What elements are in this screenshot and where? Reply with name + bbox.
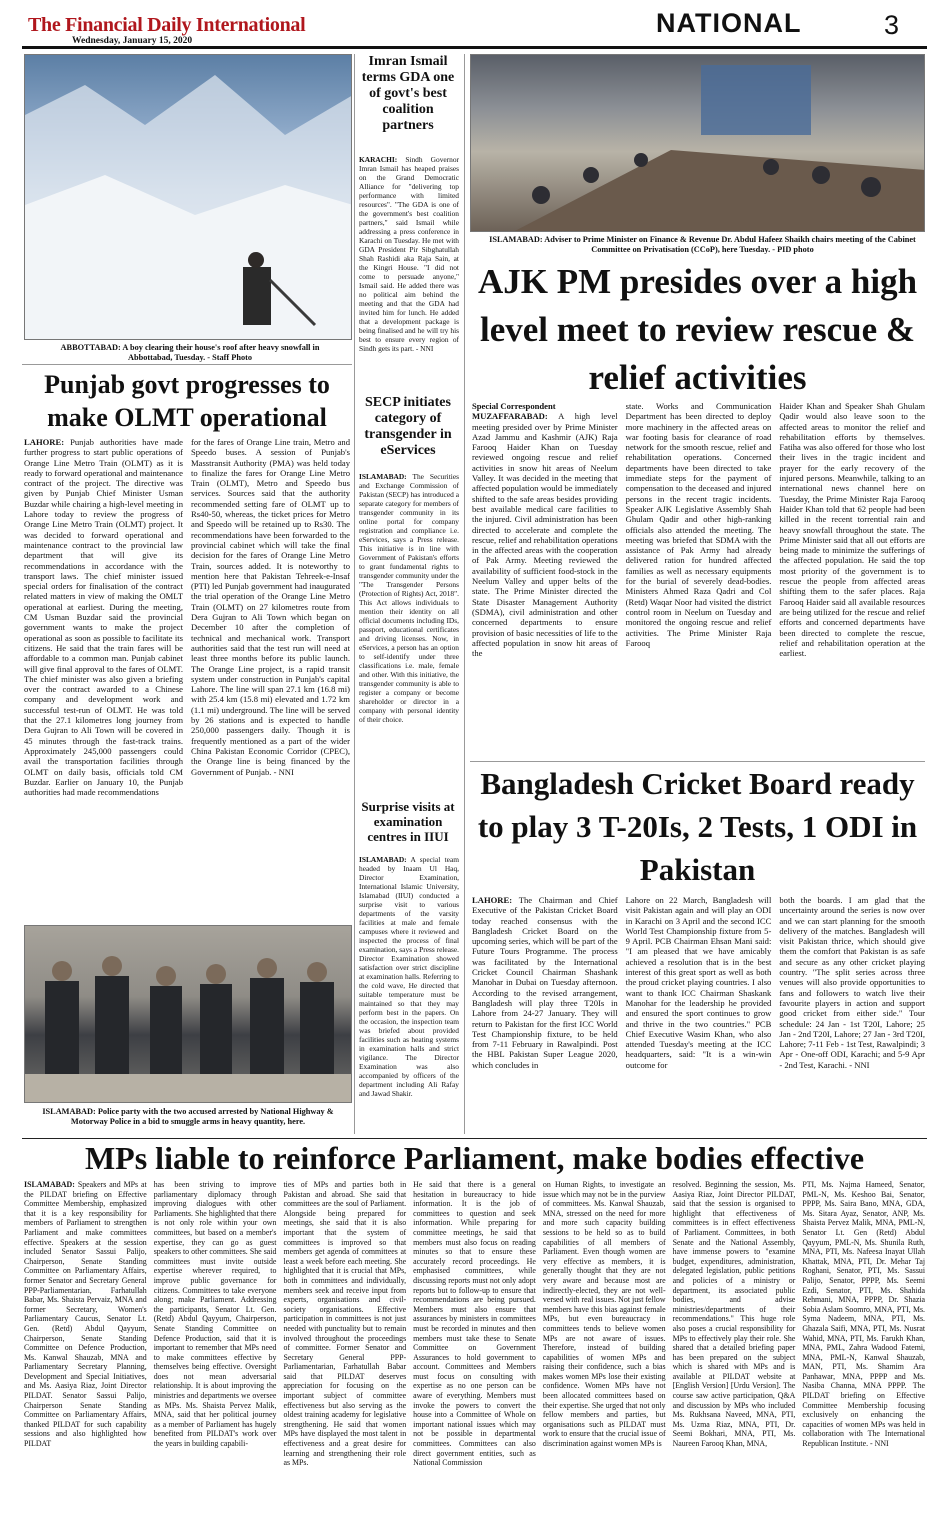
mps-text-4: He said that there is a general hesitation in bureaucracy to hide information. It is the job of committees to question and seek information. While preparing for committee meetings, he said that members must also focus on reading minutes so that to ensure these accurately record proceedings. He emphasised committees, while discussing reports must not only adopt reports but to follow-up to ensure that recommendations are being pursued. Members must also ensure that assurances by ministers in committees must be recorded in minutes and then members must take these to Senate Committee on Government Assurances to hold government to account. Committees and Members must focus on consulting with expertise as no one person can be aware of everything. Members must invoke the powers to convert the house into a Committee of Whole on important national issues which may not be possible in departmental committees. Committees can also direct government entities, such as National Commission: [413, 1180, 536, 1468]
olmt-text-2: for the fares of Orange Line train, Metro and Speedo buses. A session of Punjab's Masstransit Authority (PMA) was held today to finalize the fares for Orange Line Metro Train (OLMT), Metro and Speedo bus services. Sources said that the authority recommended setting fare of OLMT up to Rs40-50, whereas, the ticket prices for Metro and Speedo will be retained up to Rs30. The recommendations have been forwarded to the provincial cabinet which will take the final decision for the fares of Orange Line Metro Train, sources added. It is noteworthy to mention here that Pakistan Tehreek-e-Insaf (PTI) led Punjab government had inaugurated the trial operation of the Orange Line Metro Train (OLMT) on 27 kilometres route from Dera Gujran to Ali Town which began on December 10 after the completion of technical and mechanical work. Transport authorities said that the test run will need at least three months before its public launch. The Orange Line project, is a rapid transit system under construction in Punjab's capital Lahore. The line will span 27.1 km (16.8 mi) with 25.4 km (15.8 mi) elevated and 1.72 km (1.1 mi) underground. The line will be served by 26 stations and is expected to handle 250,000 passengers daily. Though it is frequently mentioned as a part of the wider China Pakistan Economic Corridor (CPEC), the Orange line is being financed by the Government of Punjab. - NNI: [191, 437, 350, 777]
mps-text-6: resolved. Beginning the session, Ms. Aasiya Riaz, Joint Director PILDAT, said that the session is organised to highlight that effectiveness of committees is in effect effectiveness of Parliament. Committees, in both Senate and the National Assembly, have immense powers to "examine budget, expenditures, administration, delegated legislation, public petitions and policies of a ministry or department, its associated public bodies, and advise ministries/departments of their recommendations." This huge role also poses a crucial responsibility for MPs to effectively play their role. She shared that a detailed briefing paper has been prepared on the subject which is shared with MPs and is available at PILDAT website at [English Version] [Urdu Version]. The course saw active participation, Q&A and discussion by MPs who included Ms. Rukhsana Naveed, MNA, PTI, Ms. Uzma Riaz, MNA, PTI, Dr. Seemi Bokhari, MNA, PTI, Ms. Naureen Farooq Khan, MNA,: [672, 1180, 796, 1449]
ajk-headline: AJK PM presides over a high level meet to review rescue & relief activities: [477, 262, 918, 397]
mps-body: [24, 1180, 925, 1524]
section-name: NATIONAL: [656, 8, 802, 38]
secp-text: The Securities and Exchange Commission of Pakistan (SECP) has introduced a separate category for members of transgender community in its online portal for company registration and compliance i.e. eServices, says a Press release. This initiative is in line with Government of Pakistan's efforts to grant fundamental rights to transgender community under the "The Transgender Persons (Protection of Rights) Act, 2018". This Act allows individuals to mention their identity on all official documents including IDs, passport, educational certificates and driving licenses. Now, in eServices, a person has an option to self-identify under three classifications i.e. male, female and other. With this initiative, the transgender community is able to register a company or become shareholder or director in a company with personal identity of their choice.: [359, 472, 459, 724]
mps-col-2: [154, 1180, 277, 1524]
police-photo: [24, 925, 352, 1103]
mps-col-7: [802, 1180, 925, 1524]
ajk-col-2: [626, 401, 772, 759]
column-rule-left: [354, 54, 355, 1134]
bcb-headline: Bangladesh Cricket Board ready to play 3 T-20Is, 2 Tests, 1 ODI in Pakistan: [477, 766, 918, 887]
page-number: 3: [884, 10, 900, 40]
mps-col-4: [413, 1180, 536, 1524]
ajk-col-1: [472, 401, 618, 759]
column-rule-right: [464, 54, 465, 1134]
iiui-text: A special team headed by Inaam Ul Haq, Director Examination, International Islamic University, Islamabad (IIUI) conducted a surprise visit to various departments of the varsity facilities at male and female campuses where it reviewed and inspected the process of final examination, says a Press release. Director Examination showed satisfaction over strict discipline at examination halls. Referring to the cold wave, He directed that suitable temperature must be maintained so that they may perform best in the papers. On the occasion, the inspection team was briefed about provided facilities such as heating systems in examination halls and strict vigilance. The Director Examination was also accompanied by officers of the department including Ali Rafay and Jawad Shakir.: [359, 855, 459, 1098]
mps-col-5: [543, 1180, 666, 1524]
olmt-text-1: Punjab authorities have made further progress to start public operations of Orange Line Metro Train (OLMT) as it is ready to forward operational and maintenance contract of the project. The directive was given by Punjab Chief Minister Usman Buzdar while chairing a high-level meeting in Lahore today to review the progress of Orange Line Metro Train (OLMT) project. It was decided to forward operational and maintenance contract to the provincial law department that will give its recommendations in accordance with the transport laws. The chief minister issued special orders for finalisation of the contract related matters in view of making the OMLT operational at earliest. During the meeting, CM Usman Buzdar said the provincial government wants to make the project operational as soon as possible to facilitate its citizens. He said that the train fares will be affordable to a common man. Punjab cabinet will give final approval to the fares of OLMT. The chief minister was also given a briefing over the contract awarded to a Chinese company and development work and successful test-run of OLMT. He was told that the 27.1 kilometres long journey from Dera Gujran to Ali Town will be covered in 45 minutes through the fast-track trains. Approximately 245,000 passengers could avail the transportation facilities through OLMT on daily basis, officials told CM Buzdar. Earlier on January 10, the Punjab authorities had made recommendations: [24, 437, 183, 798]
mps-dateline: ISLAMABAD:: [24, 1180, 75, 1189]
bcb-col-3: [779, 895, 925, 1135]
bcb-text-2: Lahore on 22 March, Bangladesh will visit Pakistan again and will play an ODI in Karachi on 3 April and the second ICC World Test Championship fixture from 5-9 April. PCB Chairman Ehsan Mani said: "I am pleased that we have amicably achieved a resolution that is in the best interest of this great sport as well as both the proud cricket playing countries. I also want to thank ICC Chairman Shaskank Manohar for the leadership he provided and ensured the sport continues to grow and thrive in the two countries." PCB Chief Executive Wasim Khan, who also attended Tuesday's meeting at the ICC headquarters, said: "It is a win-win outcome for: [625, 895, 772, 1070]
bcb-col-1: [472, 895, 618, 1135]
snow-photo: [24, 54, 352, 340]
ajk-byline: Special Correspondent: [472, 401, 556, 411]
mps-col-6: [673, 1180, 796, 1524]
olmt-body: [24, 437, 350, 919]
masthead: [28, 14, 318, 47]
mps-col-3: [283, 1180, 406, 1524]
olmt-dateline: LAHORE:: [24, 437, 65, 447]
mps-headline: MPs liable to reinforce Parliament, make bodies effective: [84, 1140, 865, 1176]
secp-dateline: ISLAMABAD:: [359, 472, 407, 481]
secp-headline: SECP initiates category of transgender in eServices: [364, 395, 452, 459]
newspaper-title: The Financial Daily International: [28, 14, 306, 36]
ajk-dateline: MUZAFFARABAD:: [472, 411, 548, 422]
bcb-col-2: [626, 895, 772, 1135]
olmt-headline: Punjab govt progresses to make OLMT operational: [44, 370, 330, 432]
issue-date: Wednesday, January 15, 2020: [72, 36, 193, 46]
meeting-scene-image: [471, 55, 925, 232]
mps-text-5: on Human Rights, to investigate an issue which may not be in the purview of committees. Ms. Kanwal Shauzab, MNA, stressed on the need for more and more such capacity building sessions to be held so as to build capabilities of all members of Parliament. Even though women are very effective as members, it is generally thought that they are not very aware and because most are indirectly-elected, they are not well-versed with real issues. Not just fellow members have this bias against female MPs, but even bureaucracy in committees tends to believe women MPs are not aware of issues. Therefore, instead of building capabilities of women MPs and raising their confidence, such a bias makes women MPs lose their existing confidence. Women MPs have not been allocated committees based on their expertise. She urged that not only fellow members and parties, but organisations such as PILDAT must work to ensure that the crucial issue of discrimination against women MPs is: [542, 1180, 666, 1449]
bcb-body: [472, 895, 925, 1135]
secp-body: [359, 472, 459, 794]
ajk-col-3: [779, 401, 925, 759]
mps-top-rule: [22, 1138, 927, 1139]
mps-text-2: has been striving to improve parliamentary diplomacy through improving dialogues with other Parliaments. She highlighted that there is not only role within your own committees, but based on a member's expertise, they can go as guest speakers to other committees. She said committees must invite outside expertise wherever required, to improve public governance for citizens. Committees to take everyone along; make Parliament. Addressing the participants, Senator Lt. Gen. (Retd) Abdul Qayyum, Chairperson, Senate Standing Committee on Defence Production, said that it is important to remember that MPs need to make committees effective by themselves being effective. Oversight does not mean adversarial relationship. It is about improving the ministries and departments we oversee as MPs. Ms. Shaista Pervez Malik, MNA, said that her political journey as a member of Parliament has hugely benefited from PILDAT's work over the years in building capabili-: [153, 1180, 277, 1449]
snow-photo-caption: ABBOTTABAD: A boy clearing their house's roof after heavy snowfall in Abbottabad, Tuesday. - Staff Photo: [60, 343, 320, 362]
bcb-text-3: both the boards. I am glad that the uncertainty around the series is now over and we can start planning for the smooth delivery of the matches. Bangladesh will visit Pakistan thrice, which should give them the comfort that Pakistan is as safe and secure as any other cricket playing country. "The split series across three venues will also provide opportunities to fans and followers to watch live their favourite players in action and support good cricket from either side." Tour schedule: 24 Jan - 1st T20I, Lahore; 25 Jan - 2nd T20I, Lahore; 27 Jan - 3rd T20I, Lahore; 7-11 Feb - 1st Test, Rawalpindi; 3 Apr - One-off ODI, Karachi; and 5-9 Apr - 2nd Test, Karachi. - NNI: [779, 895, 925, 1070]
gda-text: Sindh Governor Imran Ismail has heaped praises on the Grand Democratic Alliance for "delivering top performance with limited resources". "The GDA is one of the government's best coalition partners," said Ismail while addressing a press conference in Karachi on Tuesday. He met with GDA President Pir Sibghatullah Shah Rashidi aka Raja Sain, at the Kingri House. "I did not come to persuade anyone," Ismail said. He added there was no political aim behind the meeting and that the GDA had invited him for lunch. He added that a development package is being finalised and he will try his best to ensure every region of Sindh gets its part. - NNI: [359, 155, 459, 353]
iiui-body: [359, 855, 459, 1137]
mps-text-1: Speakers and MPs at the PILDAT briefing on Effective Committee Membership, emphasized that it is a key responsibility for members of Parliament to strengthen Parliament and make committees effective. Speakers at the session included Senator Sassui Palijo, Chairperson, Senate Standing Committee on Parliamentary Affairs, former Senator and Secretary General PPP-Parliamentarian, Farhatullah Babar, Ms. Shaista Pervaiz, MNA and former Secretary, Women's Parliamentary Caucus, Senator Lt. Gen. (Retd) Abdul Qayyum, Chairperson, Senate Standing Committee on Defence Production, Ms. Kanwal Shauzab, MNA and Parliamentary Secretary Planning, Development and Special Initiatives, and Ms. Aasiya Riaz, Joint Director PILDAT. Senator Sassui Palijo, Chairperson Senate Standing Committee on Parliamentary Affairs, thanked PILDAT for such capability sessions and also highlighted how PILDAT: [24, 1180, 147, 1449]
masthead-rule: [22, 46, 927, 49]
olmt-top-rule: [22, 364, 352, 365]
bcb-dateline: LAHORE:: [472, 895, 513, 905]
ajk-text-2: state. Works and Communication Department has been directed to deploy more machinery in the affected areas on war footing basis for clearance of road network for the smooth rescue, relief and rehabilitation operations. Concerned departments have been directed to take immediate steps for the payment of compensation to the deceased and injured persons in the recent tragic incidents. Speaker AJK Legislative Assembly Shah Ghulam Qadir and other high-ranking officials also attended the meeting. The meeting was briefed that SDMA with the assistance of Pak Army had already delivered ration for hundred affected families as well as necessary equipments for the burial of severely dead-bodies. Ministers Ahmed Raza Qadri and Col (Retd) Waqar Noor had visited the district control room in Neelum on Tuesday and monitored the ongoing rescue and relief activities. The Prime Minister Raja Farooq: [625, 401, 772, 648]
ajk-text-1: A high level meeting presided over by Prime Minister Azad Jammu and Kashmir (AJK) Raja Farooq Haider Khan on Tuesday reviewed ongoing rescue and relief activities in snow hit areas of Neelum Valley. It was decided in the meeting that affected population would be immediately shifted to the safe areas besides providing best available medical care facilities to the injured. Civil administration has been directed to accelerate and complete the rescue, relief and rehabilitation operations in the affected areas with the cooperation of Pak Army. Meeting reviewed the availability of sufficient food-stock in the Neelum Valley and upper belts of the state. The Prime Minister directed the State Disaster Management Authority (SDMA), civil administration and other concerned departments to ensure provision of basic necessities of life to the affected population in snow hit areas of the: [472, 411, 618, 659]
bcb-top-rule: [470, 761, 925, 762]
mps-text-3: ties of MPs and parties both in Pakistan and abroad. She said that committees are the soul of Parliament. Alongside being prepared for meetings, she said that it is also important that the system of committees is improved so that members get agenda of committees at least a week before each meeting. She highlighted that it is crucial that MPs, both in committees and individually, members seek and receive input from experts, organisations and civil-society organisations. Effective participation in committees is not just needed with punctuality but to remain involved throughout the proceedings of committee. Former Senator and Secretary General PPP-Parliamentarian, Farhatullah Babar said that PILDAT deserves appreciation for focusing on the important subject of committee effectiveness but also serving as the oldest training academy for legislative strengthening. He said that women MPs have displayed the most talent in effectiveness and a great desire for learning and strengthening their role as MPs.: [283, 1180, 407, 1468]
ajk-body: [472, 401, 925, 759]
olmt-col-2: [191, 437, 350, 919]
iiui-headline: Surprise visits at examination centres in IIUI: [361, 799, 455, 844]
mps-text-7: PTI, Ms. Najma Hameed, Senator, PML-N, Ms. Keshoo Bai, Senator, PPPP, Ms. Saira Bano, MNA, GDA, Ms. Sitara Ayaz, Senator, ANP, Ms. Shaista Pervez Malik, MNA, PML-N, Senator Lt. Gen (Retd) Abdul Qayyum, PML-N, Ms. Shunila Ruth, MNA, PTI, Ms. Nafeesa Inayat Ullah Khattak, MNA, PTI, Dr. Mehar Taj Roghani, Senator, PTI, Ms. Sassui Palijo, Senator, PPPP, Ms. Seemi Ezdi, Senator, PTI, Ms. Shahida Rehmani, MNA, PPPP, Dr. Shazia Sobia Aslam Soomro, MNA, PTI, Ms. Syma Nadeem, MNA, PTI, Ms. Ghazala Saifi, MNA, PTI, Ms. Nusrat Wahid, MNA, PTI, Ms. Farukh Khan, MNA, PML, Zahra Wadood Fatemi, MNA, PML-N, Kanwal Shauzab, MAN, PTI, Ms. Shamim Ara Panhawar, MNA, PPPP and Ms. Nasiba Channa, MNA PPPP. The PILDAT briefing on Effective Committee Membership focusing exclusively on enhancing the capacities of women MPs was held in collaboration with The International Republican Institute. - NNI: [802, 1180, 925, 1449]
police-photo-caption: ISLAMABAD: Police party with the two accused arrested by National Highway & Motorway Police in a bid to smuggle arms in heavy quantity, here.: [42, 1107, 334, 1126]
gda-body: [359, 155, 459, 387]
police-scene-image: [25, 926, 352, 1103]
mps-col-1: [24, 1180, 147, 1524]
gda-dateline: KARACHI:: [359, 155, 398, 164]
olmt-col-1: [24, 437, 183, 919]
ajk-text-3: Haider Khan and Speaker Shah Ghulam Qadir would also leave soon to the affected areas to monitor the relief and rehabilitation efforts by themselves. Fatiha was also offered for those who lost their lives in the tragic incident and prayer for the early recovery of the injured persons. Meanwhile, talking to an international news channel here on Tuesday, the Prime Minister Raja Farooq Haider Khan told that 62 people had been killed in the recent torrential rain and heavy snowfall throughout the state. The Prime Minister said that all out efforts are being made to minimize the sufferings of the affected population. He said the top most priority of the government is to rescue the people from affected areas shifting them to the safer places. Raja Farooq Haider said all available resources are being utilized for the rescue and relief efforts and concerned departments have been directed to complete the rescue, relief and rehabilitation operation at the earliest.: [779, 401, 925, 659]
gda-headline: Imran Ismail terms GDA one of govt's best coalition partners: [361, 54, 455, 134]
meeting-photo: [470, 54, 925, 232]
meeting-photo-caption: ISLAMABAD: Adviser to Prime Minister on Finance & Revenue Dr. Abdul Hafeez Shaikh chairs meeting of the Cabinet Committee on Privatisation (CCoP), here Tuesday. - PID photo: [489, 235, 916, 254]
snow-scene-image: [25, 55, 352, 340]
iiui-dateline: ISLAMABAD:: [359, 855, 407, 864]
bcb-text-1: The Chairman and Chief Executive of the Pakistan Cricket Board today reached consensus with the Bangladesh Cricket Board on the upcoming series, which will be part of the Future Tours Programme. The process was facilitated by the International Cricket Council Chairman Shashank Manohar in Dubai on Tuesday afternoon. According to the revised arrangement, Bangladesh will play three T20Is in Lahore from 24-27 January. They will return to Pakistan for the first ICC World Test Championship fixture, to be held from 7-11 February in Rawalpindi. Post the HBL Pakistan Super League 2020, which concludes in: [472, 895, 618, 1070]
